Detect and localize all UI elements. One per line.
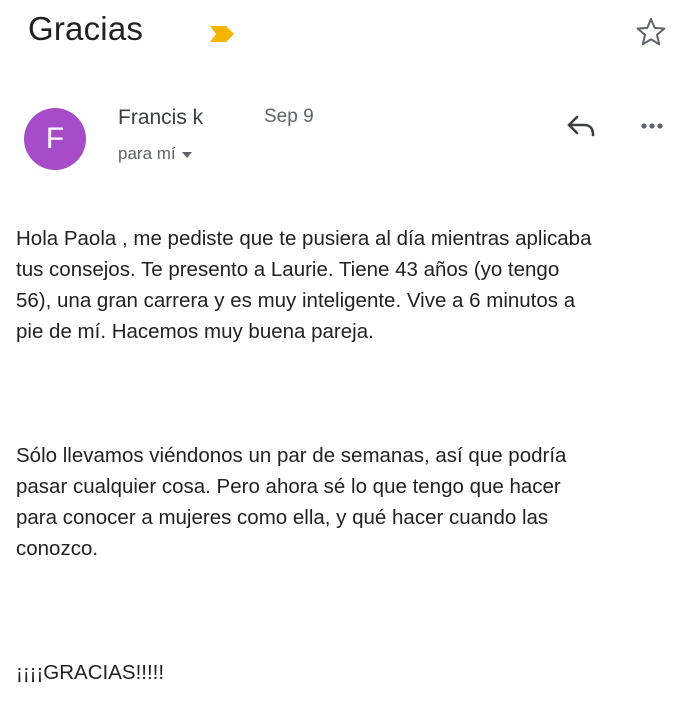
avatar-initial: F bbox=[45, 122, 65, 155]
sender-name[interactable]: Francis k bbox=[118, 106, 204, 129]
body-paragraph: Sólo llevamos viéndonos un par de semanas, así que podría pasar cualquier cosa. Pero ahora sé lo que tengo que hacer para conocer a mujeres como ella, y qué hacer cuando las conozco. bbox=[16, 444, 567, 560]
body-paragraph: ¡¡¡¡GRACIAS!!!!! bbox=[16, 661, 165, 684]
email-body bbox=[16, 192, 686, 719]
star-icon[interactable] bbox=[634, 15, 668, 49]
reply-icon[interactable] bbox=[564, 112, 598, 140]
paragraph-spacer bbox=[16, 378, 686, 409]
chevron-down-icon bbox=[182, 152, 192, 158]
paragraph-spacer bbox=[16, 595, 686, 626]
body-paragraph: Hola Paola , me pediste que te pusiera al día mientras aplicaba tus consejos. Te presento a Laurie. Tiene 43 años (yo tengo 56), una gran carrera y es muy inteligente. Vive a 6 minutos a pie de mí. Hacemos muy buena pareja. bbox=[16, 227, 592, 343]
email-subject: Gracias bbox=[28, 10, 144, 47]
recipient-label: para mí bbox=[118, 144, 176, 163]
more-options-icon[interactable] bbox=[636, 114, 668, 138]
important-marker-icon[interactable] bbox=[208, 24, 236, 44]
email-date: Sep 9 bbox=[264, 106, 314, 127]
sender-avatar[interactable] bbox=[24, 108, 86, 170]
recipient-details-toggle[interactable] bbox=[118, 144, 192, 164]
